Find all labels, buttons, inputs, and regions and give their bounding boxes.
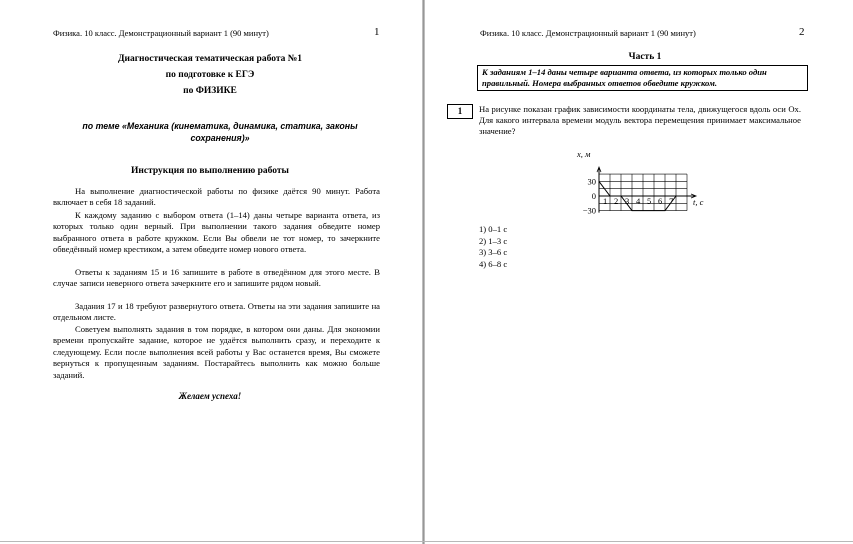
answer-options xyxy=(479,224,507,270)
coordinate-time-graph xyxy=(573,148,713,220)
instruction-heading: Инструкция по выполнению работы xyxy=(131,166,289,176)
x-axis-label: t, c xyxy=(693,197,704,207)
y-tick-label: 0 xyxy=(591,191,596,201)
wish-text: Желаем успеха! xyxy=(178,391,242,401)
title-line-1: Диагностическая тематическая работа №1 xyxy=(117,54,303,64)
title-line-3: по ФИЗИКЕ xyxy=(183,86,237,96)
paragraph: Ответы к заданиям 15 и 16 запишите в работе в отведённом для этого месте. В случае записи неверного ответа зачеркните его и запишите рядом новый. xyxy=(53,267,380,289)
x-tick-label: 2 xyxy=(614,196,619,206)
y-tick-label: 30 xyxy=(587,176,596,187)
answer-option-3[interactable]: 3) 3–6 с xyxy=(479,247,508,258)
x-tick-label: 5 xyxy=(647,196,652,206)
instruction-box: К заданиям 1–14 даны четыре варианта ответа, из которых только один правильный. Номера выбранных ответов обведите кружком. xyxy=(477,65,808,91)
answer-option-4[interactable]: 4) 6–8 с xyxy=(479,258,508,269)
left-page xyxy=(0,0,420,544)
paragraph: Задания 17 и 18 требуют развернутого ответа. Ответы на эти задания запишите на отдельном листе. xyxy=(53,301,380,323)
x-tick-label: 4 xyxy=(636,196,641,206)
paragraph: К каждому заданию с выбором ответа (1–14) даны четыре варианта ответа, из которых только один верный. При выполнении такого задания обведите номер выбранного ответа в работе кружком. Если Вы обвели не тот номер, то зачеркните обведённый номер крестиком, а затем обведите номер нового ответа. xyxy=(53,210,380,255)
bottom-edge xyxy=(0,541,853,542)
x-tick-label: 6 xyxy=(658,196,663,206)
page-header: Физика. 10 класс. Демонстрационный вариант 1 (90 минут) xyxy=(53,28,269,38)
page-header: Физика. 10 класс. Демонстрационный вариант 1 (90 минут) xyxy=(480,28,696,38)
paragraph: Советуем выполнять задания в том порядке, в котором они даны. Для экономии времени пропускайте задание, которое не удаётся выполнить сразу, и переходите к следующему. Если после выполнения всей работы у Вас останется время, Вы сможете вернуться к пропущенным заданиям. Постарайтесь выполнить как можно больше заданий. xyxy=(53,324,380,380)
page-number: 1 xyxy=(374,26,380,38)
question-text: На рисунке показан график зависимости координаты тела, движущегося вдоль оси Ox. Для какого интервала времени модуль вектора перемещения принимает максимальное значение? xyxy=(479,104,801,136)
y-tick-label: −30 xyxy=(582,205,596,216)
subtitle: по теме «Механика (кинематика, динамика, статика, законы сохранения)» xyxy=(82,121,358,143)
paragraph: На выполнение диагностической работы по физике даётся 90 минут. Работа включает в себя 18 заданий. xyxy=(53,186,380,208)
part-title: Часть 1 xyxy=(628,52,662,62)
page-divider xyxy=(422,0,425,544)
page-number: 2 xyxy=(799,26,805,38)
x-tick-label: 7 xyxy=(669,196,674,206)
answer-option-2[interactable]: 2) 1–3 с xyxy=(479,235,508,246)
question-number-box: 1 xyxy=(447,104,473,119)
answer-option-1[interactable]: 1) 0–1 с xyxy=(479,224,508,234)
x-tick-label: 1 xyxy=(603,196,608,206)
x-tick-labels xyxy=(603,196,673,206)
graph-grid xyxy=(599,174,687,211)
title-line-2: по подготовке к ЕГЭ xyxy=(165,70,255,80)
y-axis-label: x, м xyxy=(577,149,591,159)
x-tick-label: 3 xyxy=(625,196,630,206)
